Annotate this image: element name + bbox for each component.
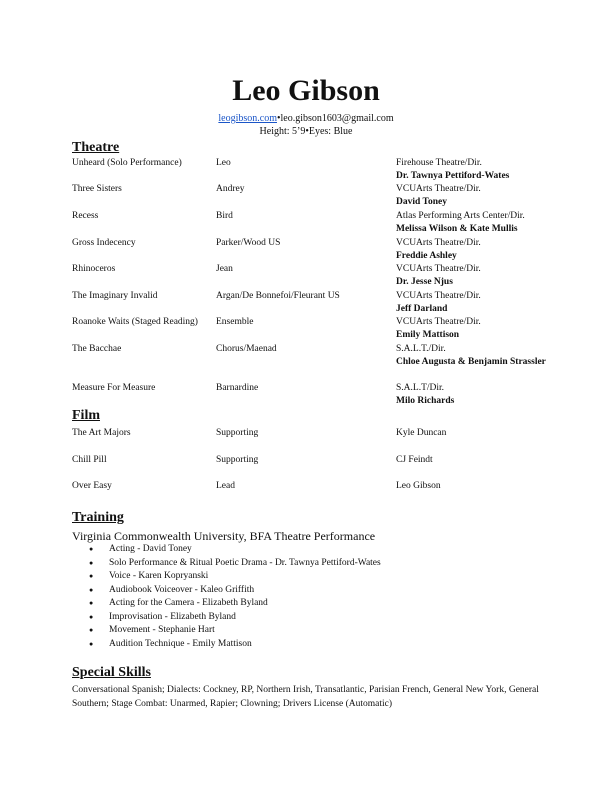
venue-cell [396,290,546,316]
director: David Toney [396,197,447,207]
venue: VCUArts Theatre/Dir. [396,184,481,194]
director: Freddie Ashley [396,251,457,261]
show-title: Three Sisters [72,184,122,194]
contact-line [0,112,612,125]
venue-cell [396,237,546,263]
venue: VCUArts Theatre/Dir. [396,264,481,274]
role: Parker/Wood US [216,238,281,248]
venue: Firehouse Theatre/Dir. [396,158,482,168]
contact-block [0,112,612,138]
list-item: ● Acting - David Toney [72,543,381,557]
role: Lead [216,481,235,491]
venue-cell [396,210,546,236]
film-heading: Film [72,408,100,423]
resume-name: Leo Gibson [232,74,380,107]
venue-cell [396,157,546,183]
training-heading: Training [72,510,124,525]
show-title: Rhinoceros [72,264,116,274]
role: Andrey [216,184,245,194]
stats-line: Height: 5’9•Eyes: Blue [259,126,353,137]
role: Supporting [216,455,259,465]
list-item: ● Voice - Karen Kopryanski [72,570,381,584]
show-title: Recess [72,211,99,221]
theatre-heading: Theatre [72,140,120,155]
venue: VCUArts Theatre/Dir. [396,291,481,301]
role: Chorus/Maenad [216,344,277,354]
role: Argan/De Bonnefoi/Fleurant US [216,291,340,301]
show-title: Unheard (Solo Performance) [72,158,182,168]
director: Jeff Darland [396,304,448,314]
director: Chloe Augusta & Benjamin Strassler [396,357,546,367]
venue-cell [396,343,546,369]
venue: VCUArts Theatre/Dir. [396,317,481,327]
director: Dr. Tawnya Pettiford-Wates [396,171,510,181]
list-item: ● Acting for the Camera - Elizabeth Byland [72,597,381,611]
skills-text: Conversational Spanish; Dialects: Cockney, RP, Northern Irish, Transatlantic, Parisian French, General New York, General Southern; Stage Combat: Unarmed, Rapier; Clowning; Drivers License (Automatic) [72,685,539,709]
venue-cell [396,316,546,342]
role: Jean [216,264,233,274]
director: Emily Mattison [396,330,460,340]
training-list [72,543,381,651]
list-item: ● Audiobook Voiceover - Kaleo Griffith [72,584,381,598]
role: Bird [216,211,233,221]
list-item: ● Audition Technique - Emily Mattison [72,638,381,652]
role: Supporting [216,428,259,438]
director: CJ Feindt [396,455,433,465]
role: Barnardine [216,383,259,393]
director: Milo Richards [396,396,455,406]
role: Ensemble [216,317,254,327]
show-title: Roanoke Waits (Staged Reading) [72,317,198,327]
venue-cell [396,382,546,408]
film-title: Chill Pill [72,455,107,465]
email-text: leo.gibson1603@gmail.com [280,113,394,124]
list-item: ● Improvisation - Elizabeth Byland [72,611,381,625]
venue: S.A.L.T/Dir. [396,383,445,393]
website-link[interactable]: leogibson.com [218,113,277,124]
show-title: The Imaginary Invalid [72,291,158,301]
training-school: Virginia Commonwealth University, BFA Theatre Performance [72,529,376,543]
contact-separator: • [277,113,281,124]
director: Leo Gibson [396,481,441,491]
role: Leo [216,158,231,168]
skills-heading: Special Skills [72,665,151,680]
list-item: ● Solo Performance & Ritual Poetic Drama - Dr. Tawnya Pettiford-Wates [72,557,381,571]
list-item: ● Movement - Stephanie Hart [72,624,381,638]
venue-cell [396,183,546,209]
show-title: Measure For Measure [72,383,156,393]
venue-cell [396,263,546,289]
film-title: The Art Majors [72,428,131,438]
venue: Atlas Performing Arts Center/Dir. [396,211,525,221]
venue: VCUArts Theatre/Dir. [396,238,481,248]
venue: S.A.L.T./Dir. [396,344,446,354]
show-title: Gross Indecency [72,238,136,248]
director: Dr. Jesse Njus [396,277,453,287]
film-title: Over Easy [72,481,112,491]
director: Kyle Duncan [396,428,447,438]
show-title: The Bacchae [72,344,122,354]
director: Melissa Wilson & Kate Mullis [396,224,518,234]
